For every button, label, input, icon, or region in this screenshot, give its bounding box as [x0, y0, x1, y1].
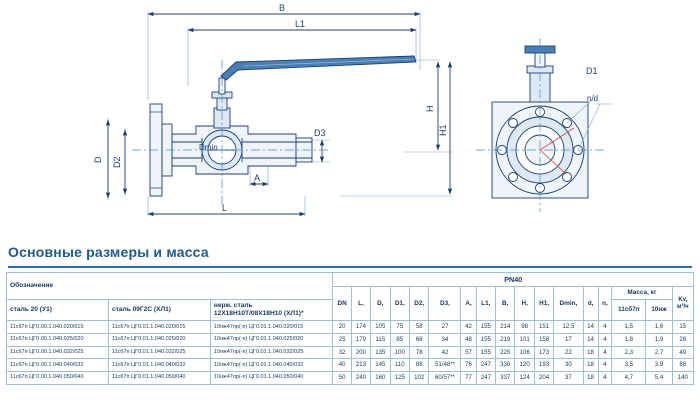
cell-d: 18	[583, 371, 598, 384]
cell-B: 214	[496, 321, 515, 334]
cell-D3: 51/48**	[429, 359, 461, 372]
cell-steel09: 11с67п ЦГ0.01.1.040.025/020	[108, 334, 210, 347]
dim-label-D2: D2	[112, 156, 122, 168]
cell-mass-11sb7p: 2,3	[612, 346, 646, 359]
cell-H1: 193	[534, 359, 553, 372]
cell-D: 135	[371, 346, 390, 359]
cell-n: 4	[598, 359, 612, 372]
dim-label-D1: D1	[586, 66, 598, 76]
cell-mass-10nzh: 2,7	[646, 346, 672, 359]
dim-label-H: H	[425, 105, 435, 112]
cell-D: 160	[371, 371, 390, 384]
cell-Dmin: 30	[554, 359, 583, 372]
header-Dmin: Dmin,	[554, 287, 583, 321]
cell-D2: 58	[410, 321, 429, 334]
header-steel20: сталь 20 (У1)	[7, 300, 109, 321]
cell-mass-11sb7p: 4,7	[612, 371, 646, 384]
cell-H1: 173	[534, 346, 553, 359]
dim-label-L: L	[222, 203, 228, 213]
cell-D3: 60/57**	[429, 371, 461, 384]
cell-D1: 75	[390, 321, 409, 334]
cell-H1: 204	[534, 371, 553, 384]
cell-L: 179	[351, 334, 370, 347]
dim-label-H1: H1	[438, 124, 448, 136]
title-divider	[8, 266, 692, 268]
header-steel09: сталь 09Г2С (ХЛ1)	[108, 300, 210, 321]
header-d: d,	[583, 287, 598, 321]
dim-label-B: В	[279, 3, 286, 13]
cell-A: 77	[461, 371, 476, 384]
cell-D3: 27	[429, 321, 461, 334]
header-D: D,	[371, 287, 390, 321]
header-mass-10nzh: 10нж	[646, 300, 672, 321]
table-row	[7, 346, 694, 359]
cell-kv: 15	[672, 321, 693, 334]
header-n: n,	[598, 287, 612, 321]
cell-H1: 158	[534, 334, 553, 347]
cell-L1: 247	[476, 359, 495, 372]
cell-L: 240	[351, 371, 370, 384]
cell-steel20: 11с67п ЦГ0.00.1.040.050/040	[7, 371, 109, 384]
cell-kv: 140	[672, 371, 693, 384]
dim-label-D3: D3	[314, 128, 326, 138]
dim-label-nd: n/d	[587, 94, 599, 103]
cell-n: 4	[598, 321, 612, 334]
cell-H: 124	[515, 371, 534, 384]
cell-stainless: 10нж47пр(-п) ЦГ0.01.1.040.032/025	[210, 346, 333, 359]
dim-label-L1: L1	[295, 19, 306, 29]
header-mass-11sb7p: 11сб7п	[612, 300, 646, 321]
cell-n: 4	[598, 346, 612, 359]
cell-L: 174	[351, 321, 370, 334]
cell-D3: 42	[429, 346, 461, 359]
cell-D2: 88	[410, 359, 429, 372]
cell-B: 225	[496, 346, 515, 359]
table-body	[7, 321, 694, 384]
cell-D1: 125	[390, 371, 409, 384]
cell-D: 115	[371, 334, 390, 347]
cell-L1: 247	[476, 371, 495, 384]
cell-steel09: 11с67п ЦГ0.01.1.040.040/032	[108, 359, 210, 372]
cell-steel09: 11с67п ЦГ0.01.1.040.020/015	[108, 321, 210, 334]
cell-steel20: 11с67п ЦГ0.00.1.040.032/025	[7, 346, 109, 359]
header-stainless-line1: нерж. сталь	[213, 302, 253, 309]
cell-B: 219	[496, 334, 515, 347]
header-D2: D2,	[410, 287, 429, 321]
header-B: B,	[496, 287, 515, 321]
cell-mass-10nzh: 3,9	[646, 359, 672, 372]
cell-L: 200	[351, 346, 370, 359]
table-row	[7, 321, 694, 334]
cell-D1: 110	[390, 359, 409, 372]
cell-mass-10nzh: 1,6	[646, 321, 672, 334]
header-stainless-line2: 12Х18Н10Т/08Х18Н10 (ХЛ1)*	[213, 310, 304, 318]
dim-label-D: D	[93, 156, 103, 163]
cell-steel20: 11с67п ЦГ0.00.1.040.020/015	[7, 321, 109, 334]
cell-A: 76	[461, 359, 476, 372]
cell-mass-11sb7p: 3,5	[612, 359, 646, 372]
table-header-group-row	[7, 273, 694, 287]
cell-DN: 50	[333, 371, 351, 384]
cell-Dmin: 37	[554, 371, 583, 384]
table-row	[7, 371, 694, 384]
header-L: L,	[351, 287, 370, 321]
cell-d: 18	[583, 346, 598, 359]
header-kv	[672, 287, 693, 321]
cell-Dmin: 22	[554, 346, 583, 359]
cell-mass-10nzh: 1,9	[646, 334, 672, 347]
cell-stainless: 10нж47пр(-п) ЦГ0.01.1.040.020/015	[210, 321, 333, 334]
cell-D1: 100	[390, 346, 409, 359]
cell-DN: 20	[333, 321, 351, 334]
cell-n: 4	[598, 371, 612, 384]
cell-steel20: 11с67п ЦГ0.00.1.040.025/020	[7, 334, 109, 347]
header-designation: Обозначение	[7, 273, 333, 300]
cell-steel20: 11с67п ЦГ0.00.1.040.040/032	[7, 359, 109, 372]
header-H: H,	[515, 287, 534, 321]
header-mass: Масса, кг	[612, 287, 672, 300]
cell-D: 105	[371, 321, 390, 334]
cell-A: 57	[461, 346, 476, 359]
cell-d: 14	[583, 334, 598, 347]
cell-B: 337	[496, 371, 515, 384]
dim-label-A: A	[254, 173, 261, 183]
cell-kv: 49	[672, 346, 693, 359]
cell-H: 101	[515, 334, 534, 347]
table-row	[7, 359, 694, 372]
header-kv-line2: м³/ч	[677, 303, 689, 310]
cell-H: 98	[515, 321, 534, 334]
cell-B: 330	[496, 359, 515, 372]
cell-mass-11sb7p: 1,8	[612, 334, 646, 347]
cell-A: 42	[461, 321, 476, 334]
dim-label-Dmin: Dmin	[199, 143, 218, 152]
cell-Dmin: 17	[554, 334, 583, 347]
cell-D2: 68	[410, 334, 429, 347]
cell-D: 145	[371, 359, 390, 372]
header-A: A,	[461, 287, 476, 321]
cell-kv: 28	[672, 334, 693, 347]
cell-DN: 40	[333, 359, 351, 372]
cell-L1: 155	[476, 321, 495, 334]
header-L1: L1,	[476, 287, 495, 321]
cell-steel09: 11с67п ЦГ0.01.1.040.050/040	[108, 371, 210, 384]
cell-mass-11sb7p: 1,5	[612, 321, 646, 334]
cell-kv: 88	[672, 359, 693, 372]
cell-D2: 102	[410, 371, 429, 384]
cell-D1: 85	[390, 334, 409, 347]
header-pn: PN40	[333, 273, 694, 287]
cell-DN: 32	[333, 346, 351, 359]
cell-H1: 151	[534, 321, 553, 334]
cell-d: 18	[583, 359, 598, 372]
cell-n: 4	[598, 334, 612, 347]
header-kv-line1: Kv,	[678, 297, 688, 304]
cell-A: 48	[461, 334, 476, 347]
cell-L1: 155	[476, 334, 495, 347]
cell-H: 106	[515, 346, 534, 359]
cell-H: 120	[515, 359, 534, 372]
header-DN: DN	[333, 287, 351, 321]
header-stainless	[210, 300, 333, 321]
table-row	[7, 334, 694, 347]
cell-Dmin: 12,5	[554, 321, 583, 334]
cell-stainless: 10нж47пр(-п) ЦГ0.01.1.040.050/040	[210, 371, 333, 384]
dimensions-table	[6, 272, 694, 385]
cell-steel09: 11с67п ЦГ0.01.1.040.032/025	[108, 346, 210, 359]
header-D3: D3,	[429, 287, 461, 321]
section-title: Основные размеры и масса	[8, 244, 209, 260]
cell-mass-10nzh: 5,4	[646, 371, 672, 384]
header-H1: H1,	[534, 287, 553, 321]
cell-L: 213	[351, 359, 370, 372]
cell-stainless: 10нж47пр(-п) ЦГ0.01.1.040.025/020	[210, 334, 333, 347]
cell-d: 14	[583, 321, 598, 334]
cell-D2: 78	[410, 346, 429, 359]
cell-D3: 34	[429, 334, 461, 347]
cell-DN: 25	[333, 334, 351, 347]
cell-stainless: 10нж47пр(-п) ЦГ0.01.1.040.040/032	[210, 359, 333, 372]
cell-L1: 155	[476, 346, 495, 359]
header-D1: D1,	[390, 287, 409, 321]
